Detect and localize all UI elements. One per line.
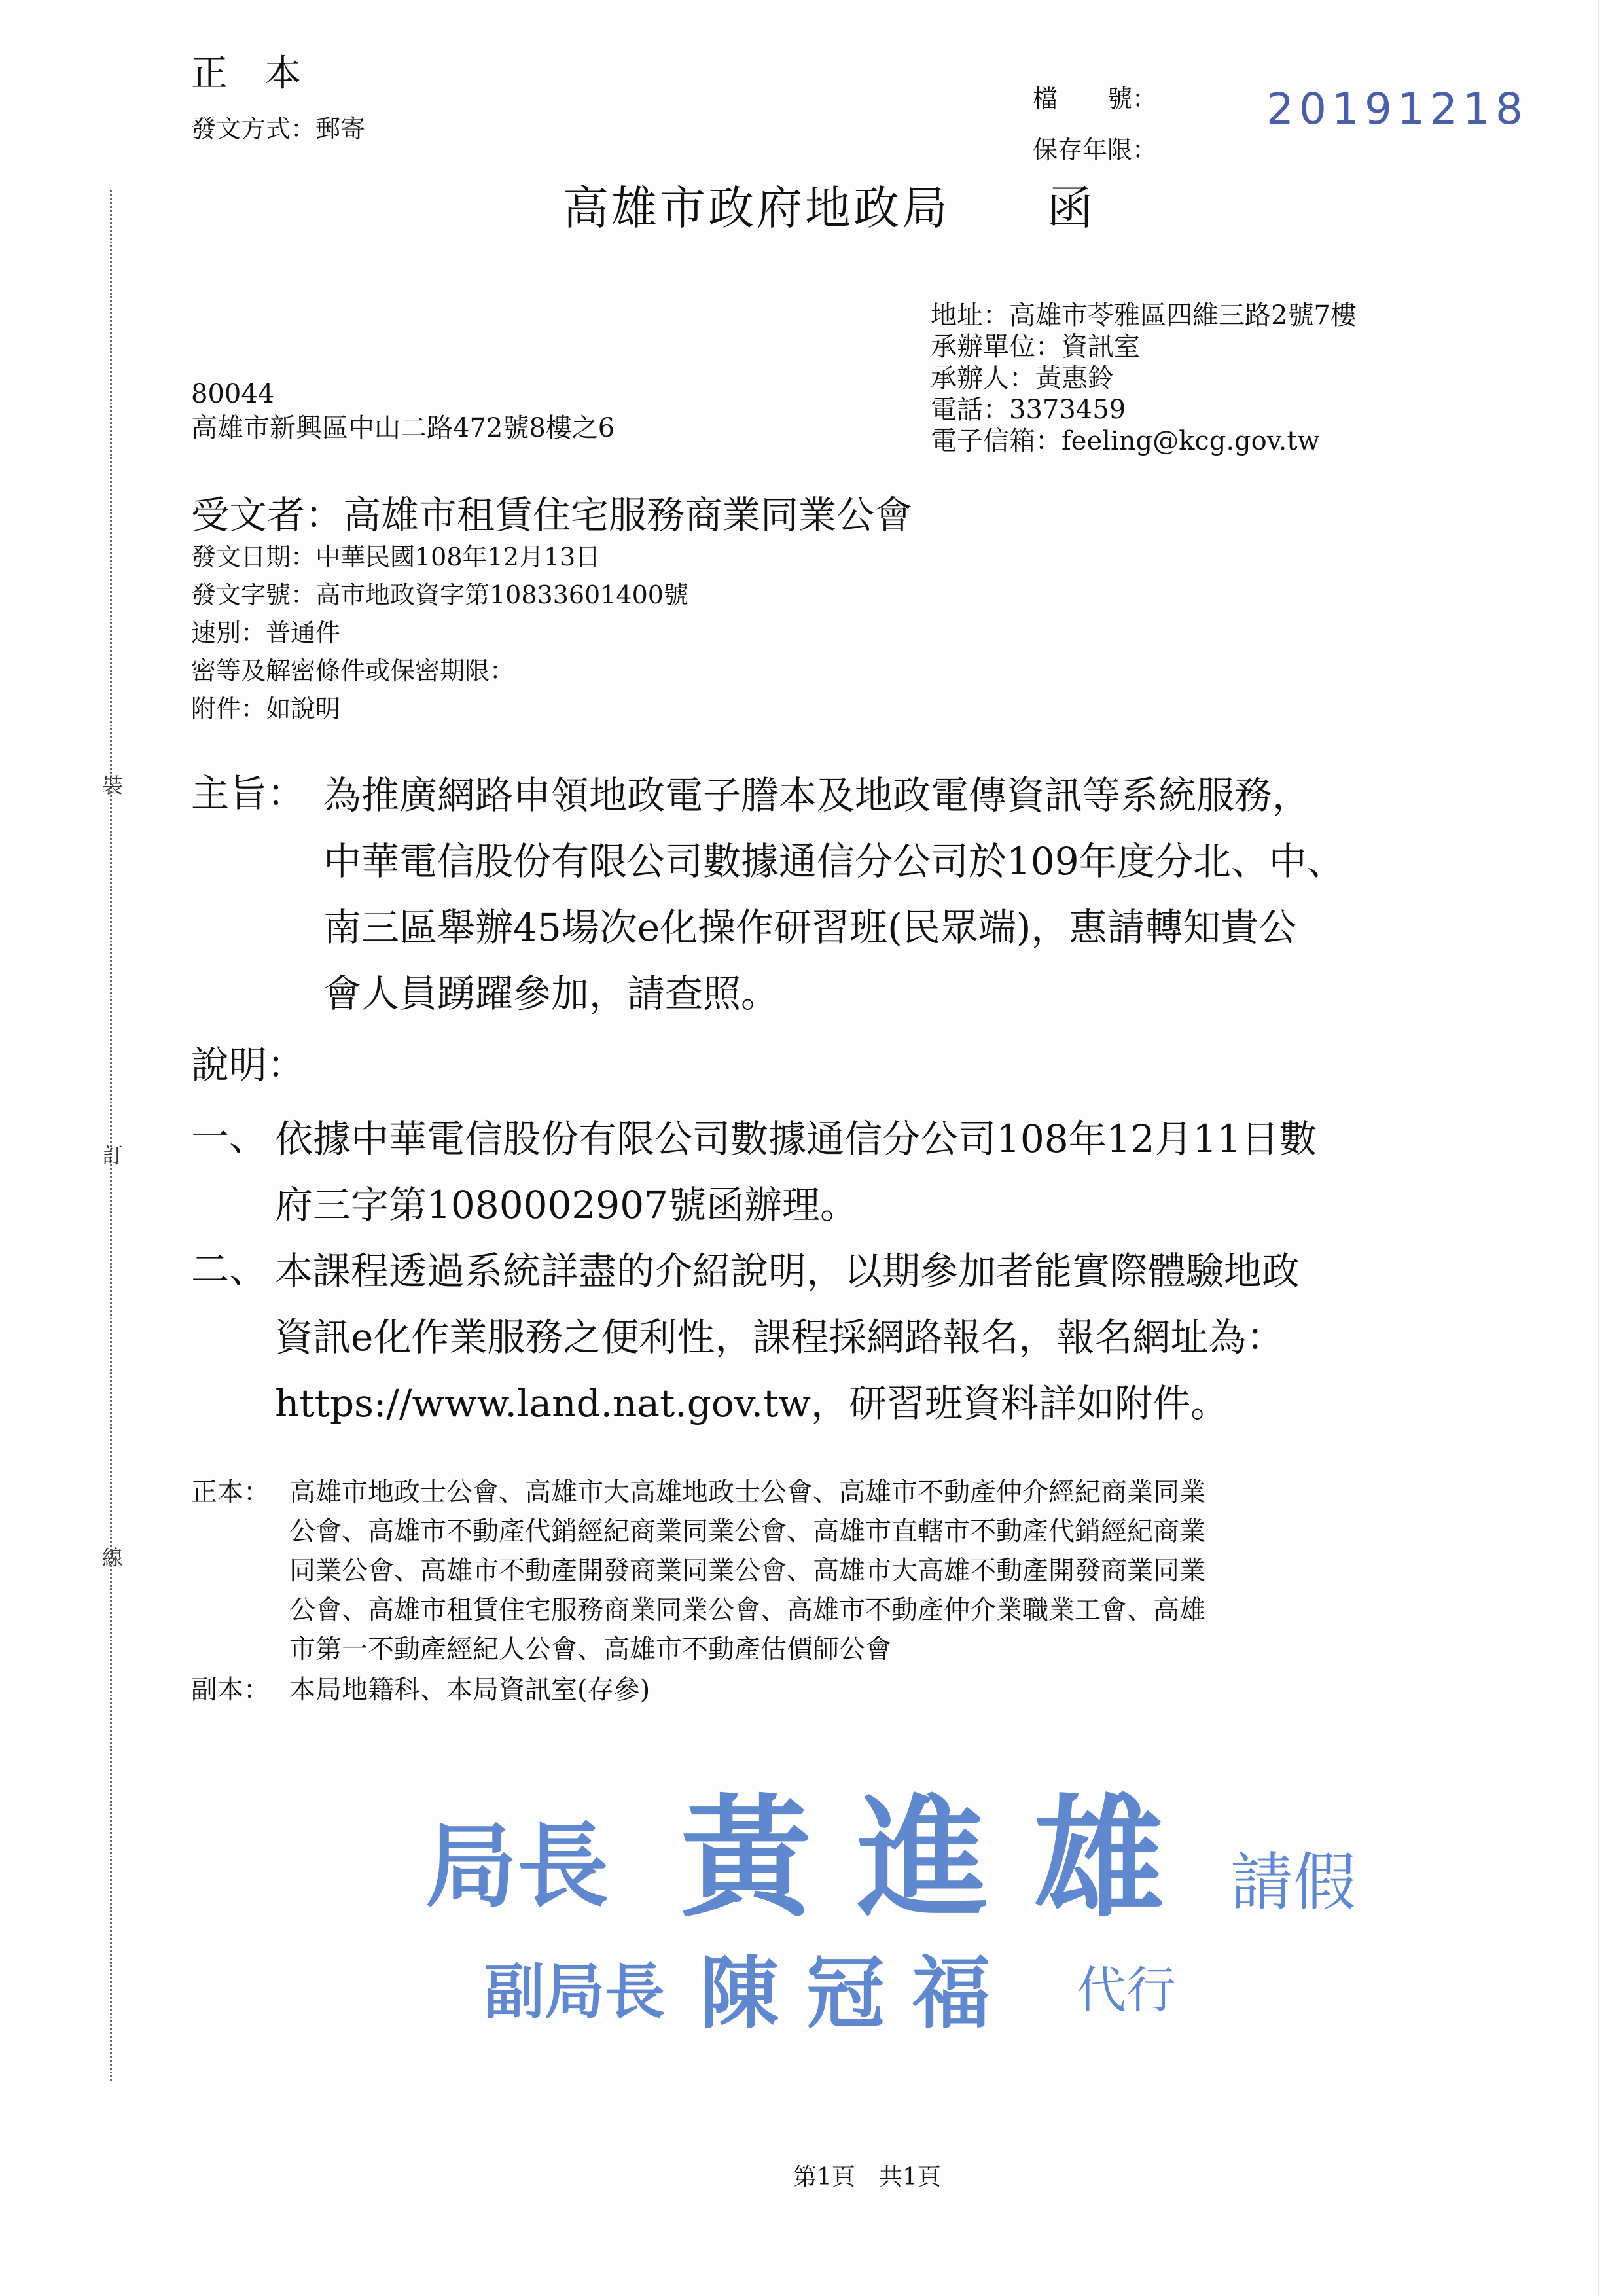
subject-label: 主旨： <box>191 771 306 816</box>
sender-address: 地址：高雄市苓雅區四維三路2號7樓 <box>931 300 1357 331</box>
original-recipients-label: 正本： <box>191 1477 270 1507</box>
subject-line: 為推廣網路申領地政電子謄本及地政電傳資訊等系統服務， <box>323 773 1311 817</box>
sender-email: 電子信箱：feeling@kcg.gov.tw <box>931 426 1320 456</box>
explanation-line: 本課程透過系統詳盡的介紹說明，以期參加者能實際體驗地政 <box>275 1249 1300 1293</box>
secrecy-level: 密等及解密條件或保密期限： <box>191 656 515 685</box>
recipient-street: 高雄市新興區中山二路472號8樓之6 <box>191 413 615 443</box>
explanation-item-number: 一、 <box>191 1115 268 1159</box>
director-name-seal: 黃 進 雄 <box>681 1782 1165 1935</box>
sender-info <box>931 296 1357 461</box>
deputy-name-seal: 陳 冠 福 <box>700 1947 991 2039</box>
deputy-title-seal: 副局長 <box>484 1956 666 2027</box>
copy-recipients: 本局地籍科、本局資訊室(存參) <box>289 1675 651 1705</box>
attachment-note: 附件：如說明 <box>191 694 341 723</box>
explanation-line: 資訊e化作業服務之便利性，課程採網路報名，報名網址為： <box>275 1315 1285 1359</box>
explanation-line: 府三字第1080002907號函辦理。 <box>275 1183 859 1227</box>
original-recipients-line: 同業公會、高雄市不動產開發商業同業公會、高雄市大高雄不動產開發商業同業 <box>289 1556 1205 1586</box>
explanation-label: 說明： <box>191 1043 306 1087</box>
original-recipients-line: 高雄市地政士公會、高雄市大高雄地政士公會、高雄市不動產仲介經紀商業同業 <box>289 1477 1205 1507</box>
explanation-item <box>275 1238 1300 1437</box>
recipient: 受文者：高雄市租賃住宅服務商業同業公會 <box>191 493 913 537</box>
original-recipients-line: 公會、高雄市不動產代銷經紀商業同業公會、高雄市直轄市不動產代銷經紀商業 <box>289 1516 1205 1547</box>
archive-date-stamp: 20191218 <box>1266 84 1528 134</box>
explanation-line: https://www.land.nat.gov.tw，研習班資料詳如附件。 <box>275 1381 1229 1426</box>
subject-line: 中華電信股份有限公司數據通信分公司於109年度分北、中、 <box>323 839 1345 884</box>
binding-mark-line: 線 <box>102 1545 124 1570</box>
retention-label: 保存年限： <box>1033 135 1158 164</box>
issue-date: 發文日期：中華民國108年12月13日 <box>191 543 601 571</box>
leave-note-seal: 請假 <box>1230 1846 1356 1919</box>
subject-line: 會人員踴躍參加，請查照。 <box>323 971 779 1016</box>
binding-mark-bind: 裝 <box>102 773 124 798</box>
scan-edge <box>1598 0 1599 2296</box>
page-number: 第1頁 共1頁 <box>793 2164 941 2191</box>
sender-phone: 電話：3373459 <box>931 395 1126 425</box>
document-title: 高雄市政府地政局 函 <box>563 181 1096 235</box>
document-meta <box>191 538 688 728</box>
original-recipients <box>289 1473 1205 1669</box>
binding-line <box>110 190 112 2081</box>
explanation-line: 依據中華電信股份有限公司數據通信分公司108年12月11日數 <box>275 1117 1317 1161</box>
copy-type: 正 本 <box>191 52 301 95</box>
original-recipients-line: 公會、高雄市租賃住宅服務商業同業公會、高雄市不動產仲介業職業工會、高雄 <box>289 1595 1205 1625</box>
send-method: 發文方式：郵寄 <box>191 115 366 143</box>
copy-recipients-label: 副本： <box>191 1675 270 1705</box>
sender-unit: 承辦單位：資訊室 <box>931 332 1140 362</box>
recipient-postcode: 80044 <box>191 379 275 409</box>
document-number: 發文字號：高市地政資字第10833601400號 <box>191 581 688 609</box>
speed-class: 速別：普通件 <box>191 619 341 647</box>
file-number-label: 檔 號： <box>1033 84 1158 113</box>
director-title-seal: 局長 <box>425 1813 609 1920</box>
original-recipients-line: 市第一不動產經紀人公會、高雄市不動產估價師公會 <box>289 1634 891 1664</box>
recipient-address <box>191 374 615 448</box>
sender-officer: 承辦人：黃惠鈴 <box>931 363 1114 393</box>
binding-mark-staple: 訂 <box>102 1143 124 1168</box>
acting-note-seal: 代行 <box>1077 1961 1176 2019</box>
explanation-item <box>275 1106 1317 1238</box>
subject-body <box>323 762 1345 1027</box>
subject-line: 南三區舉辦45場次e化操作研習班(民眾端)，惠請轉知貴公 <box>323 905 1297 950</box>
explanation-item-number: 二、 <box>191 1247 268 1291</box>
